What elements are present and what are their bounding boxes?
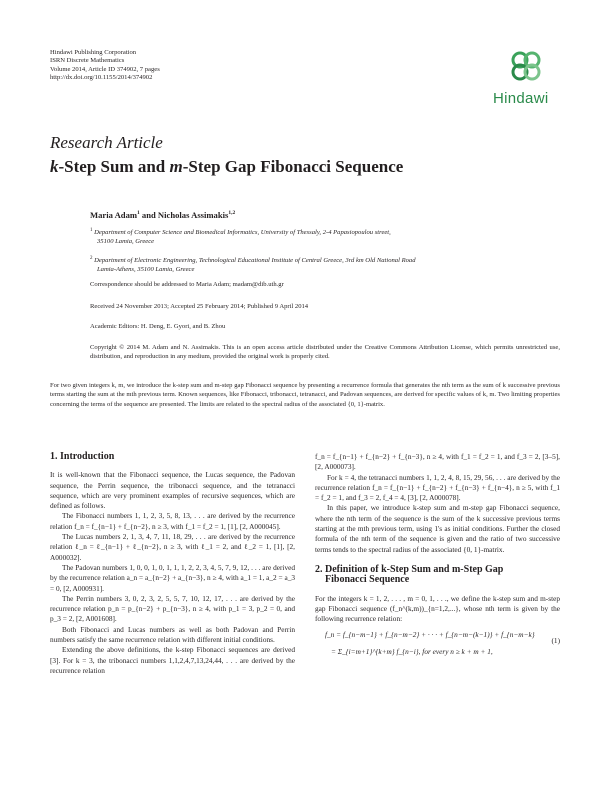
affiliation-2	[90, 254, 530, 275]
publisher: Hindawi Publishing Corporation	[50, 49, 137, 56]
intro-paragraph-1: It is well-known that the Fibonacci sequence, the Lucas sequence, the Padovan sequence, the Perrin sequence, the tribonacci sequence, and the tetranacci sequence, which are very prominent examples of recursive sequences, which are defined as follows.	[50, 470, 295, 511]
title-end: -Step Gap Fibonacci Sequence	[182, 157, 404, 176]
title-m: m	[169, 157, 183, 176]
right-paragraph-3: In this paper, we introduce k-step sum and m-step gap Fibonacci sequence, where the nth term of the sequence is the sum of the k successive previous terms starting at the mth previous term, using 1's as initial conditions. Further the closed formula of the nth term of the sequence is given and the ratio of two successive terms tends to the spectral radius of the associated {0, 1}-matrix.	[315, 503, 560, 554]
article-title	[50, 157, 403, 177]
equation-line-1: f_n = f_{n−m−1} + f_{n−m−2} + · · · + f_{n−m−(k−1)} + f_{n−m−k}	[325, 630, 535, 640]
author-2-sup: 1,2	[228, 210, 236, 217]
section-2-heading	[315, 565, 560, 586]
section-2-heading-line2: Fibonacci Sequence	[325, 574, 410, 586]
aff-1-line1: Department of Computer Science and Biomedical Informatics, University of Thessaly, 2-4 Papasiopoulou street,	[94, 229, 391, 237]
equation-line-2: = Σ_{i=m+1}^{k+m} f_{n−i}, for every n ≥ k + m + 1,	[331, 646, 493, 656]
equation-number: (1)	[551, 636, 560, 646]
author-1-sup: 1	[137, 210, 140, 217]
abstract: For two given integers k, m, we introduce the k-step sum and m-step gap Fibonacci sequence by presenting a recurrence formula that generates the nth term as the sum of k successive previous terms starting the sum at the mth previous term. Known sequences, like Fibonacci, tribonacci, tetranacci, and Padovan sequences, are derived for specific values of k, m. Two limiting properties concerning the terms of the sequence are presented. The limits are related to the spectral radius of the associated {0, 1}-matrix.	[50, 382, 560, 408]
affiliation-1	[90, 226, 530, 247]
copyright: Copyright © 2014 M. Adam and N. Assimakis. This is an open access article distributed under the Creative Commons Attribution License, which permits unrestricted use, distribution, and reproduction in any medium, provided the original work is properly cited.	[90, 344, 560, 361]
section-1-heading: 1. Introduction	[50, 451, 115, 462]
equation-1	[315, 630, 560, 657]
journal-header	[50, 49, 160, 82]
aff-2-line2: Lamia-Athens, 35100 Lamia, Greece	[97, 266, 195, 274]
author-2: and Nicholas Assimakis	[139, 210, 229, 220]
doi-link[interactable]: http://dx.doi.org/10.1155/2014/374902	[50, 73, 153, 81]
section-2-heading-line1: 2. Definition of k-Step Sum and m-Step Gap	[315, 563, 504, 575]
intro-paragraph-2: The Fibonacci numbers 1, 1, 2, 3, 5, 8, 13, . . . are derived by the recurrence relation f_n = f_{n−1} + f_{n−2}, n ≥ 3, with f_1 = f_2 = 1, [1], [2, A000045].	[50, 511, 295, 531]
right-paragraph-2: For k = 4, the tetranacci numbers 1, 1, 2, 4, 8, 15, 29, 56, . . . are derived by the recurrence relation f_n = f_{n−1} + f_{n−2} + f_{n−3} + f_{n−4}, n ≥ 5, with f_1 = f_2 = 1, and f_3 = 2, f_4 = 4, [3], [2, A000078].	[315, 472, 560, 503]
author-1: Maria Adam	[90, 210, 138, 220]
definition-paragraph: For the integers k = 1, 2, . . . , m = 0, 1, . . ., we define the k-step sum and m-step gap Fibonacci sequence (f_n^(k,m))_{n=1,2,...}, whose nth term is given by the following recurrence relation:	[315, 593, 560, 624]
dates: Received 24 November 2013; Accepted 25 February 2014; Published 9 April 2014	[90, 303, 309, 310]
hindawi-logo-text: Hindawi	[493, 90, 549, 107]
article-type: Research Article	[50, 133, 163, 152]
authors	[90, 210, 235, 220]
title-k: k	[50, 157, 59, 176]
aff-2-line1: Department of Electronic Engineering, Technological Educational Institute of Central Greece, 3rd km Old National Road	[94, 257, 416, 265]
title-mid: -Step Sum and	[58, 157, 170, 176]
right-column	[315, 452, 560, 657]
aff-1-line2: 35100 Lamia, Greece	[97, 238, 155, 246]
academic-editors: Academic Editors: H. Deng, E. Gyori, and B. Zhou	[90, 323, 226, 330]
right-paragraph-1: f_n = f_{n−1} + f_{n−2} + f_{n−3}, n ≥ 4, with f_1 = f_2 = 1, and f_3 = 2, [3–5], [2, A000073].	[315, 452, 560, 472]
volume-info: Volume 2014, Article ID 374902, 7 pages	[50, 65, 160, 73]
intro-paragraph-7: Extending the above definitions, the k-step Fibonacci sequences are derived [3]. For k = 3, the tribonacci numbers 1,1,2,4,7,13,24,44, . . . are derived by the recurrence relation	[50, 645, 295, 675]
correspondence: Correspondence should be addressed to Maria Adam; madam@dib.uth.gr	[90, 281, 284, 288]
aff-2-sup: 2	[90, 256, 93, 261]
intro-paragraph-5: The Perrin numbers 3, 0, 2, 3, 2, 5, 5, 7, 10, 12, 17, . . . are derived by the recurrence relation p_n = p_{n−2} + p_{n−3}, n ≥ 4, with p_1 = 3, p_2 = 0, and p_3 = 2, [2, A001608].	[50, 593, 295, 624]
intro-paragraph-4: The Padovan numbers 1, 0, 0, 1, 0, 1, 1, 1, 2, 2, 3, 4, 5, 7, 9, 12, . . . are derived by the recurrence relation a_n = a_{n−2} + a_{n−3}, n ≥ 4, with a_1 = 1, a_2 = a_3 = 0, [2, A000931].	[50, 562, 295, 593]
intro-paragraph-3: The Lucas numbers 2, 1, 3, 4, 7, 11, 18, 29, . . . are derived by the recurrence relation ℓ_n = ℓ_{n−1} + ℓ_{n−2}, n ≥ 3, with ℓ_1 = 2, and ℓ_2 = 1, [1], [2, A000032].	[50, 532, 295, 562]
aff-1-sup: 1	[90, 228, 93, 233]
intro-paragraph-6: Both Fibonacci and Lucas numbers as well as both Padovan and Perrin numbers satisfy the same recurrence relation with different initial conditions.	[50, 624, 295, 645]
left-column	[50, 452, 295, 676]
journal-name: ISRN Discrete Mathematics	[50, 57, 125, 65]
